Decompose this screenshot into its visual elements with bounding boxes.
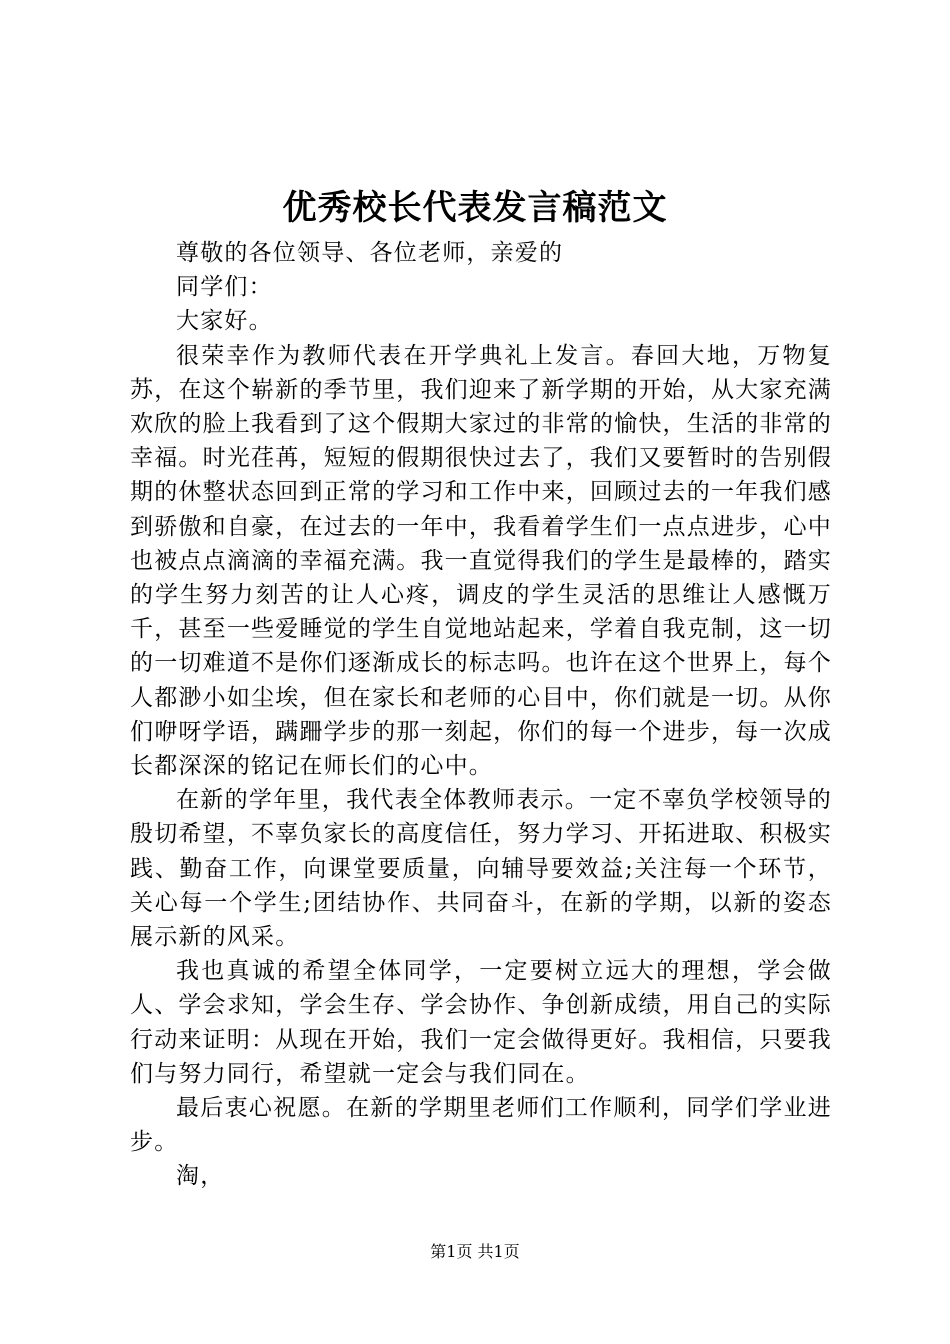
paragraph-hope: 我也真诚的希望全体同学，一定要树立远大的理想，学会做人、学会求知，学会生存、学会协作、争创新成绩，用自己的实际行动来证明：从现在开始，我们一定会做得更好。我相信，只要我们与努力同行，希望就一定会与我们同在。	[130, 958, 832, 1087]
paragraph-closing: 最后衷心祝愿。在新的学期里老师们工作顺利，同学们学业进步。	[130, 1095, 832, 1156]
paragraph-end: 淘，	[176, 1163, 225, 1190]
page-footer: 第1页 共1页	[430, 1242, 520, 1261]
paragraph-commitment: 在新的学年里，我代表全体教师表示。一定不辜负学校领导的殷切希望，不辜负家长的高度信任，努力学习、开拓进取、积极实践、勤奋工作，向课堂要质量，向辅导要效益;关注每一个环节，关心每一个学生;团结协作、共同奋斗，在新的学期，以新的姿态展示新的风采。	[130, 787, 832, 951]
document-body	[130, 236, 832, 1194]
greeting: 大家好。	[176, 308, 273, 335]
document-title: 优秀校长代表发言稿范文	[282, 188, 668, 228]
salutation-line-2: 同学们：	[176, 274, 273, 301]
salutation-line-1: 尊敬的各位领导、各位老师，亲爱的	[176, 240, 564, 266]
paragraph-intro: 很荣幸作为教师代表在开学典礼上发言。春回大地，万物复苏，在这个崭新的季节里，我们迎来了新学期的开始，从大家充满欢欣的脸上我看到了这个假期大家过的非常的愉快，生活的非常的幸福。时光荏苒，短短的假期很快过去了，我们又要暂时的告别假期的休整状态回到正常的学习和工作中来，回顾过去的一年我们感到骄傲和自豪，在过去的一年中，我看着学生们一点点进步，心中也被点点滴滴的幸福充满。我一直觉得我们的学生是最棒的，踏实的学生努力刻苦的让人心疼，调皮的学生灵活的思维让人感慨万千，甚至一些爱睡觉的学生自觉地站起来，学着自我克制，这一切的一切难道不是你们逐渐成长的标志吗。也许在这个世界上，每个人都渺小如尘埃，但在家长和老师的心目中，你们就是一切。从你们咿呀学语，蹒跚学步的那一刻起，你们的每一个进步，每一次成长都深深的铭记在师长们的心中。	[130, 342, 832, 780]
